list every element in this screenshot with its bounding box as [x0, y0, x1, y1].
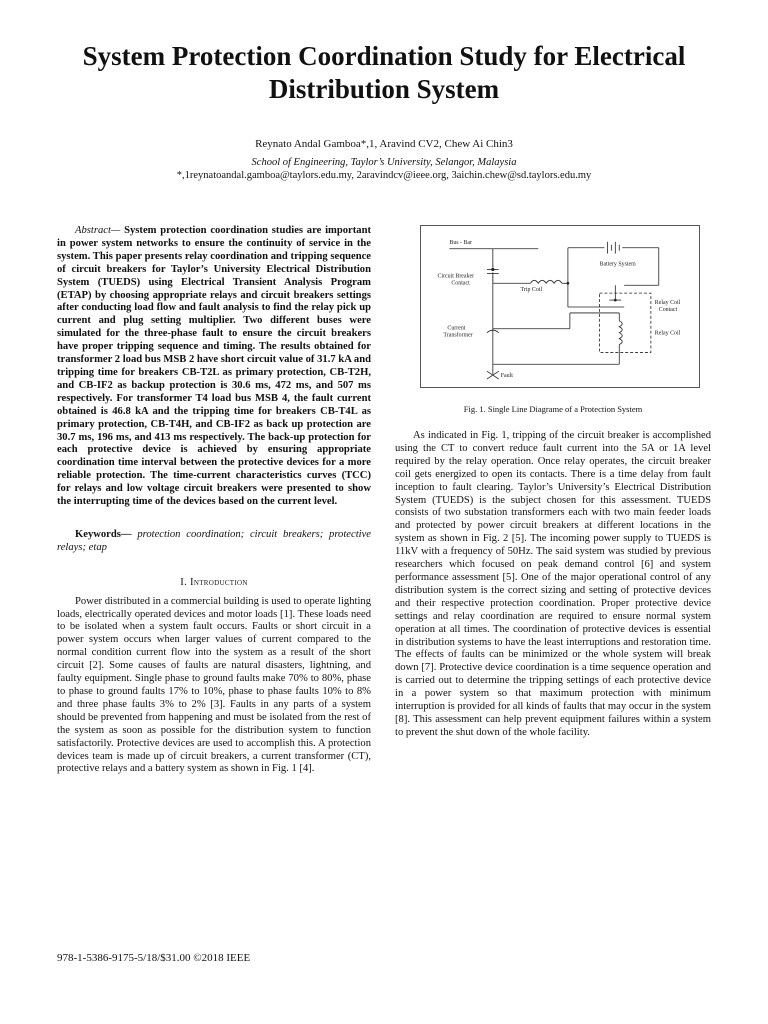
keywords [57, 529, 371, 555]
label-relay-coil: Relay Coil [654, 330, 681, 337]
keywords-text: protection coordination; circuit breakers; protective relays; etap [57, 528, 371, 553]
affiliation: School of Engineering, Taylor’s University, Selangor, Malaysia [251, 157, 517, 168]
protection-system-diagram [421, 226, 699, 387]
label-cb-contact-2: Contact [451, 280, 470, 287]
copyright-footer: 978-1-5386-9175-5/18/$31.00 ©2018 IEEE [57, 952, 251, 964]
label-trip-coil: Trip Coil [520, 287, 543, 294]
figure-protection-diagram [420, 225, 700, 388]
relay-dashed-box [600, 293, 651, 352]
relay-contact-dot [614, 299, 617, 302]
abstract [57, 225, 371, 509]
abstract-text: System protection coordination studies are important in power system networks to ensure the continuity of service in the system. This paper presents relay coordination and tripping sequence of circuit breakers for Taylor’s University Electrical Distribution System (TUEDS) using Electrical Transient Analysis Program (ETAP) by choosing appropriate relays and circuit breakers settings after conducting load flow and fault analysis to find the relay pick up current and plug setting multiplier. Two different buses were simulated for the three-phase fault to ensure the circuit breakers have proper tripping sequence and timing. The results obtained for transformer 2 load bus MSB 2 have short circuit value of 31.7 kA and tripping time for breakers CB-T2L as primary protection, CB-T2H, and CB-IF2 as backup protection is 30.6 ms, 472 ms, and 507 ms respectively. For transformer T4 load bus MSB 4, the fault current obtained is 46.8 kA and the tripping time for breakers CB-T4L as primary protection, CB-T4H, and CB-IF2 as back up protection are 30.7 ms, 196 ms, and 413 ms respectively. The back-up protection for each protective device is achieved by ensuring appropriate coordination time interval between the protective devices for a more reliable protection. The time-current characteristics curves (TCC) for relays and low voltage circuit breakers were presented to show the interrupting time of the devices based on the current level. [57, 225, 371, 508]
trip-coil-winding [530, 280, 562, 283]
intro-paragraph: Power distributed in a commercial building is used to operate lighting loads, electrically operated devices and motor loads [1]. These loads need to be isolated when a system fault occurs. Faults or short circuit in a power system occurs when larger values of current compared to the normal condition current flow into the system as a result of the short circuit [2]. Some causes of faults are natural disasters, lightning, and faulty equipment. Single phase to ground faults make 70% to 80%, phase to phase to ground faults 17% to 10%, phase to phase faults 10% to 8% and three phase faults 3% to 2% [3]. Faults in any parts of a system should be prevented from happening and must be isolated from the rest of the system as soon as possible for the distribution system to function satisfactorily. Protective devices are used to accomplish this. A protection devices team is made up of circuit breakers, a current transformer (CT), protective relays and a battery system as shown in Fig. 1 [4]. [57, 595, 371, 775]
figure-caption: Fig. 1. Single Line Diagrame of a Protection System [463, 404, 643, 414]
keywords-lead: Keywords— [75, 528, 138, 540]
label-cb-contact-1: Circuit Breaker [437, 273, 475, 280]
relay-coil-winding [619, 321, 622, 345]
author-list: Reynato Andal Gamboa*,1, Aravind CV2, Chew Ai Chin3 [255, 138, 513, 150]
section-heading-introduction: I. Introduction [180, 576, 248, 588]
author-emails: *,1reynatoandal.gamboa@taylors.edu.my, 2aravindcv@ieee.org, 3aichin.chew@sd.taylors.edu.my [176, 170, 592, 181]
left-column [57, 225, 371, 776]
label-fault: Fault [500, 373, 513, 380]
label-relay-contact-2: Contact [658, 306, 678, 313]
label-bus-bar: Bus - Bar [449, 239, 473, 246]
label-relay-contact-1: Relay Coil [654, 300, 681, 307]
right-paragraph: As indicated in Fig. 1, tripping of the circuit breaker is accomplished using the CT to convert reduce fault current into the 5A or 1A level required by the relay operation. Once relay operates, the circuit breaker coil gets energized to open its contacts. There is a time delay from fault inception to fault clearing. Taylor’s University’s Electrical Distribution System (TUEDS) is the subject chosen for this assessment. TUEDS consists of two substation transformers each with two main feeder loads and protected by power circuit breakers at different locations in the system as shown in Fig. 2 [5]. The incoming power supply to TUEDS is 11kV with a frequency of 50Hz. The said system was studied by previous researchers which focused on peak demand control [6] and system performance assessment [5]. One of the major operational control of any distribution system is the correct sizing and setting of protective devices and their respective protection coordination. Proper protective device settings and relay coordination are required to ensure normal system operation at all times. The coordination of protective devices is essential in distribution systems to have the least interruptions and restoration time. The effects of faults can be minimized or the whole system will break down [7]. Protective device coordination is a time sequence operation and is carried out to determine the tripping settings of each protective device in a power system so that maximum protection with minimum interruption is provided for all kinds of faults that may occur in the system [8]. This assessment can help prevent equipment failures within a system to prevent the shut down of the whole facility. [395, 430, 711, 738]
right-column [395, 430, 711, 740]
coil-junction-dot [567, 282, 570, 285]
paper-title: System Protection Coordination Study for Electrical Distribution System [82, 41, 686, 104]
label-battery: Battery System [599, 261, 636, 268]
label-ct-2: Transformer [443, 332, 473, 339]
label-ct-1: Current [447, 325, 466, 332]
breaker-contact-dot [491, 268, 494, 271]
abstract-lead: Abstract— [75, 225, 121, 236]
